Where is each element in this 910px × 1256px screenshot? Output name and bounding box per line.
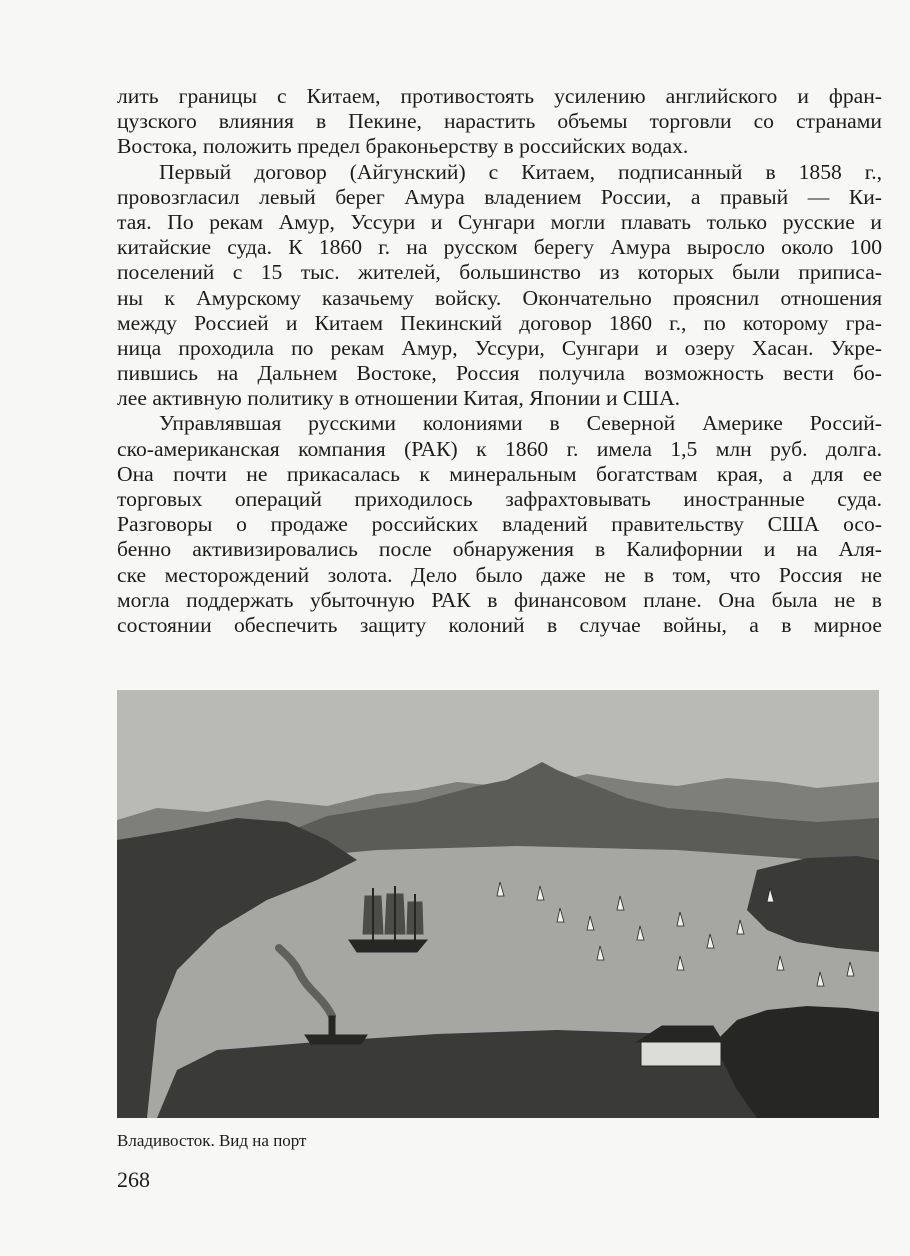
text-line: бенно активизировались после обнаружения в Калифорнии и на Аля- <box>117 537 882 562</box>
figure-caption: Владивосток. Вид на порт <box>117 1131 307 1150</box>
text-line: ны к Амурскому казачьему войску. Окончательно прояснил отношения <box>117 285 882 310</box>
text-line: пившись на Дальнем Востоке, Россия получила возможность вести бо- <box>117 361 882 386</box>
page-number: 268 <box>117 1167 150 1192</box>
text-line: тая. По рекам Амур, Уссури и Сунгари могли плавать только русские и <box>117 209 882 234</box>
text-line: Разговоры о продаже российских владений правительству США осо- <box>117 512 882 537</box>
text-line: китайские суда. К 1860 г. на русском берегу Амура выросло около 100 <box>117 235 882 260</box>
body-text <box>117 84 882 638</box>
text-line: Востока, положить предел браконьерству в российских водах. <box>117 134 689 159</box>
text-line: поселений с 15 тыс. жителей, большинство из которых были приписа- <box>117 260 882 285</box>
text-line: ско-американская компания (РАК) к 1860 г. имела 1,5 млн руб. долга. <box>117 436 882 461</box>
figure-vladivostok-port <box>117 690 879 1118</box>
text-line: лее активную политику в отношении Китая, Японии и США. <box>117 386 681 411</box>
text-line: торговых операций приходилось зафрахтовывать иностранные суда. <box>117 487 882 511</box>
text-line: ница проходила по рекам Амур, Уссури, Сунгари и озеру Хасан. Укре- <box>117 335 882 360</box>
text-line: могла поддержать убыточную РАК в финансовом плане. Она была не в <box>117 587 882 612</box>
text-line: состоянии обеспечить защиту колоний в случае войны, а в мирное <box>117 612 882 637</box>
text-line: между Россией и Китаем Пекинский договор 1860 г., по которому гра- <box>117 310 882 335</box>
text-line: цузского влияния в Пекине, нарастить объемы торговли со странами <box>117 109 882 134</box>
text-line: Первый договор (Айгунский) с Китаем, подписанный в 1858 г., <box>159 159 882 184</box>
text-line: Управлявшая русскими колониями в Северной Америке Россий- <box>159 411 882 436</box>
text-line: ске месторождений золота. Дело было даже не в том, что Россия не <box>117 562 882 587</box>
text-line: Она почти не прикасалась к минеральным богатствам края, а для ее <box>117 461 882 486</box>
engraving-illustration <box>117 690 879 1118</box>
text-line: лить границы с Китаем, противостоять усилению английского и фран- <box>117 84 882 108</box>
text-line: провозгласил левый берег Амура владением России, а правый — Ки- <box>117 184 882 209</box>
